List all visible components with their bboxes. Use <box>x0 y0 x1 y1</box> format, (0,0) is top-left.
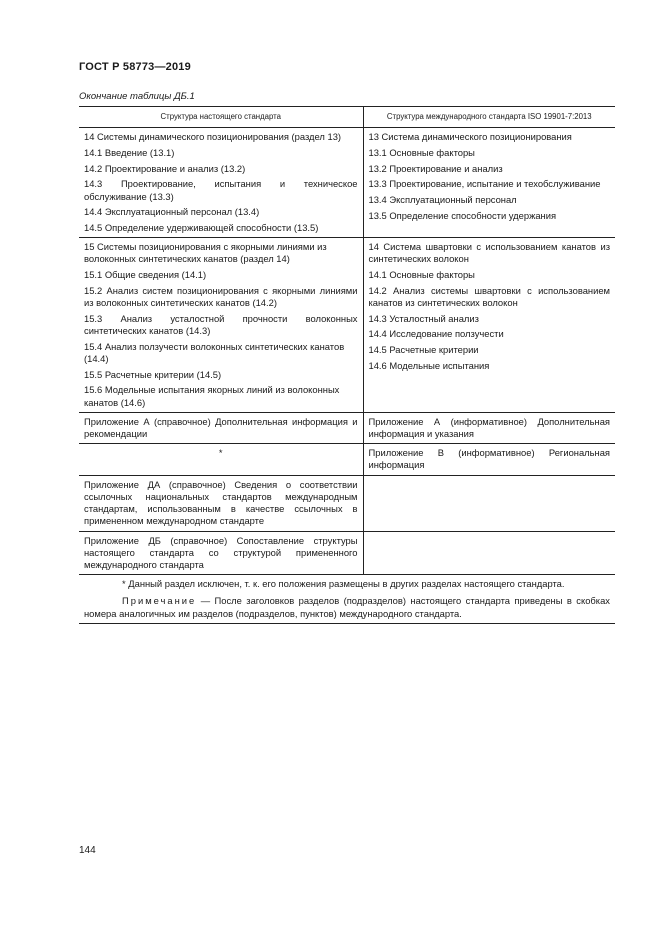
table-row <box>79 444 615 475</box>
note-label: Примечание <box>122 595 197 607</box>
list-item: 13.5 Определение способности удержания <box>368 209 557 221</box>
list-item: 15.1 Общие сведения (14.1) <box>84 269 207 281</box>
empty-cell <box>363 531 615 575</box>
column-header-international: Структура международного стандарта ISO 19901-7:2013 <box>363 107 615 128</box>
list-item: 15.6 Модельные испытания якорных линий из волоконных канатов (14.6) <box>84 384 340 408</box>
appendix-a-international-cell: Приложение А (информативное) Дополнительная информация и указания <box>363 412 615 443</box>
list-item: 14 Система швартовки с использованием канатов из синтетических волокон <box>368 241 610 265</box>
notes-row <box>79 575 615 624</box>
international-structure-cell <box>363 238 615 413</box>
list-item: 14.5 Определение удерживающей способности (13.5) <box>84 221 319 233</box>
list-item: 15.5 Расчетные критерии (14.5) <box>84 368 222 380</box>
appendix-a-national-cell: Приложение А (справочное) Дополнительная информация и рекомендации <box>79 412 363 443</box>
page-number: 144 <box>79 845 96 856</box>
appendix-da-cell: Приложение ДА (справочное) Сведения о соответствии ссылочных национальных стандартов международным стандартам, использованным в качестве ссылочных в примененном международном стандарте <box>79 475 363 531</box>
list-item: 14.4 Исследование ползучести <box>368 328 504 340</box>
international-structure-cell <box>363 128 615 238</box>
list-item: 14.1 Основные факторы <box>368 269 475 281</box>
list-item: 14.2 Анализ системы швартовки с использованием канатов из синтетических волокон <box>368 284 610 309</box>
table-notes <box>79 575 615 624</box>
national-structure-cell <box>79 128 363 238</box>
list-item: 14.4 Эксплуатационный персонал (13.4) <box>84 206 260 218</box>
list-item: 13.1 Основные факторы <box>368 146 475 158</box>
list-item: 14.5 Расчетные критерии <box>368 344 479 356</box>
list-item: 15.4 Анализ ползучести волоконных синтетических канатов (14.4) <box>84 340 345 364</box>
list-item: 14.1 Введение (13.1) <box>84 146 175 158</box>
excluded-section-marker: * <box>79 444 363 475</box>
appendix-b-international-cell: Приложение В (информативное) Региональная информация <box>363 444 615 475</box>
table-row <box>79 238 615 413</box>
empty-cell <box>363 475 615 531</box>
list-item: 13.3 Проектирование, испытание и техобслуживание <box>368 178 601 190</box>
list-item: 15.2 Анализ систем позиционирования с якорными линиями из волоконных синтетических канатов (14.2) <box>84 284 358 309</box>
comparison-table <box>79 106 615 624</box>
list-item: 14.2 Проектирование и анализ (13.2) <box>84 162 246 174</box>
appendix-db-cell: Приложение ДБ (справочное) Сопоставление структуры настоящего стандарта со структурой примененного международного стандарта <box>79 531 363 575</box>
list-item: 13.4 Эксплуатационный персонал <box>368 194 517 205</box>
column-header-national: Структура настоящего стандарта <box>79 107 363 128</box>
list-item: 14.3 Усталостный анализ <box>368 312 479 324</box>
table-row <box>79 531 615 575</box>
national-structure-cell <box>79 238 363 413</box>
note <box>84 595 610 619</box>
table-row <box>79 128 615 238</box>
list-item: 14.6 Модельные испытания <box>368 359 490 371</box>
list-item: 14.3 Проектирование, испытания и техническое обслуживание (13.3) <box>84 178 358 202</box>
note-text: — После заголовков разделов (подразделов) настоящего стандарта приведены в скобках номера аналогичных им разделов (подразделов, пунктов) международного стандарта. <box>84 595 610 619</box>
list-item: 14 Системы динамического позиционирования (раздел 13) <box>84 131 342 143</box>
table-row <box>79 412 615 443</box>
list-item: 13 Система динамического позиционирования <box>368 131 572 143</box>
table-row <box>79 475 615 531</box>
footnote: * Данный раздел исключен, т. к. его положения размещены в других разделах настоящего стандарта. <box>122 578 565 590</box>
list-item: 15 Системы позиционирования с якорными линиями из волоконных синтетических канатов (раздел 14) <box>84 241 327 265</box>
list-item: 15.3 Анализ усталостной прочности волоконных синтетических канатов (14.3) <box>84 312 358 336</box>
list-item: 13.2 Проектирование и анализ <box>368 162 503 174</box>
table-caption: Окончание таблицы ДБ.1 <box>79 91 195 102</box>
document-header: ГОСТ Р 58773—2019 <box>79 61 191 73</box>
